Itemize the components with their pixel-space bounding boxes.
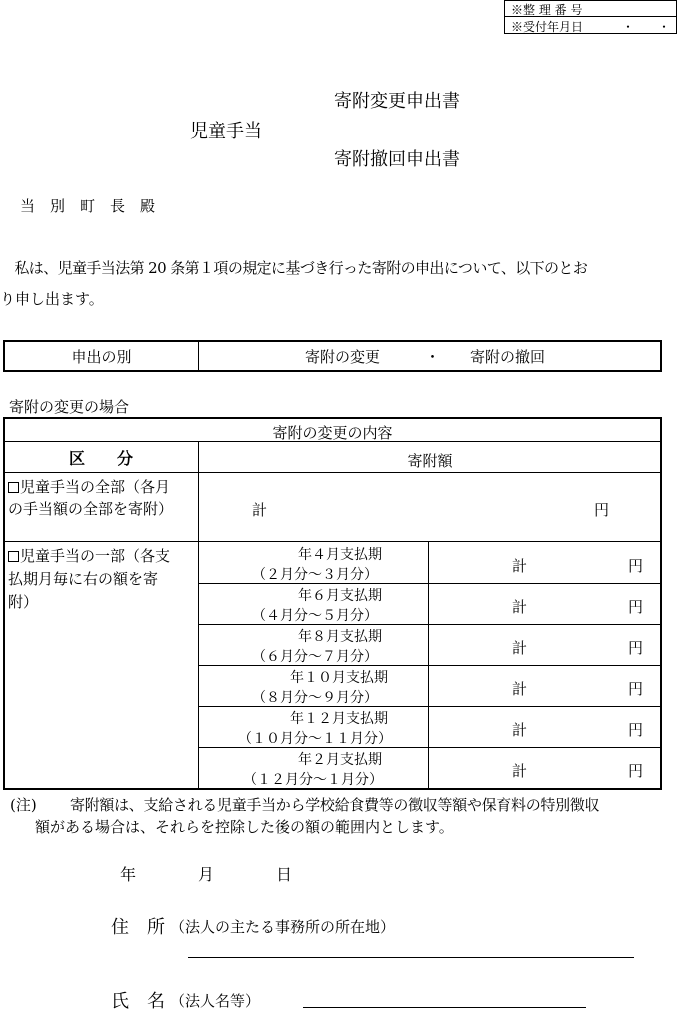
part-line3: 附） bbox=[8, 593, 39, 611]
table-header: 寄附の変更の内容 bbox=[272, 424, 393, 442]
period-range: （６月分～７月分） bbox=[252, 649, 378, 665]
period-yen: 円 bbox=[628, 639, 644, 657]
period-label: 年２月支払期 bbox=[298, 752, 382, 768]
period-total-label: 計 bbox=[512, 557, 528, 575]
option-part-row[interactable] bbox=[8, 545, 170, 566]
period-label: 年１０月支払期 bbox=[290, 670, 388, 686]
column-category: 区 分 bbox=[68, 449, 133, 468]
reference-number-label: ※整 理 番 号 bbox=[511, 3, 583, 17]
column-amount: 寄附額 bbox=[407, 452, 453, 470]
option-separator: ・ bbox=[425, 348, 441, 366]
part-line1: 児童手当の一部（各支 bbox=[20, 547, 171, 565]
note-line2: 額がある場合は、それらを控除した後の額の範囲内とします。 bbox=[35, 818, 454, 836]
name-line[interactable] bbox=[303, 1007, 586, 1008]
period-total-label: 計 bbox=[512, 721, 528, 739]
period-range: （４月分～５月分） bbox=[252, 608, 378, 624]
name-hint: （法人名等） bbox=[170, 992, 261, 1010]
addressee: 当 別 町 長 殿 bbox=[20, 197, 156, 215]
period-total-label: 計 bbox=[512, 598, 528, 616]
period-yen: 円 bbox=[628, 762, 644, 780]
period-range: （２月分～３月分） bbox=[252, 567, 378, 583]
all-checkbox[interactable] bbox=[8, 482, 19, 493]
all-yen: 円 bbox=[594, 501, 610, 519]
change-case-label: 寄附の変更の場合 bbox=[9, 398, 130, 416]
period-total-label: 計 bbox=[512, 639, 528, 657]
address-label: 住 所 bbox=[111, 917, 165, 938]
period-label: 年８月支払期 bbox=[298, 629, 382, 645]
period-range: （１０月分～１１月分） bbox=[238, 731, 392, 747]
title-change: 寄附変更申出書 bbox=[334, 91, 460, 112]
date-year: 年 bbox=[120, 865, 137, 884]
period-range: （１２月分～１月分） bbox=[243, 772, 383, 788]
title-withdraw: 寄附撤回申出書 bbox=[334, 149, 460, 170]
all-total-label: 計 bbox=[252, 501, 268, 519]
request-type-divider bbox=[198, 341, 199, 371]
table-line-all bbox=[4, 541, 661, 542]
part-checkbox[interactable] bbox=[8, 551, 19, 562]
date-day: 日 bbox=[276, 865, 293, 884]
table-col-divider bbox=[198, 442, 199, 789]
period-yen: 円 bbox=[628, 557, 644, 575]
period-total-label: 計 bbox=[512, 680, 528, 698]
title-left: 児童手当 bbox=[190, 121, 262, 142]
note-line1: 寄附額は、支給される児童手当から学校給食費等の徴収等額や保育料の特別徴収 bbox=[70, 796, 600, 814]
all-line1: 児童手当の全部（各月 bbox=[20, 478, 171, 496]
period-range: （８月分～９月分） bbox=[252, 690, 378, 706]
part-line2: 払期月毎に右の額を寄 bbox=[8, 570, 159, 588]
period-label: 年１２月支払期 bbox=[290, 711, 388, 727]
table-line-colheader bbox=[4, 472, 661, 473]
period-label: 年４月支払期 bbox=[298, 547, 382, 563]
request-type-label: 申出の別 bbox=[71, 348, 132, 366]
name-label: 氏 名 bbox=[111, 991, 165, 1012]
address-line[interactable] bbox=[188, 957, 634, 958]
period-yen: 円 bbox=[628, 680, 644, 698]
all-line2: の手当額の全部を寄附） bbox=[8, 500, 174, 518]
option-all-row[interactable] bbox=[8, 476, 170, 497]
date-month: 月 bbox=[198, 865, 215, 884]
option-withdraw[interactable]: 寄附の撤回 bbox=[470, 348, 546, 366]
note-mark: (注) bbox=[10, 796, 37, 814]
period-label: 年６月支払期 bbox=[298, 588, 382, 604]
address-hint: （法人の主たる事務所の所在地） bbox=[170, 918, 396, 936]
option-change[interactable]: 寄附の変更 bbox=[305, 348, 381, 366]
period-total-label: 計 bbox=[512, 762, 528, 780]
period-yen: 円 bbox=[628, 721, 644, 739]
intro-line1: 私は、児童手当法第 20 条第１項の規定に基づき行った寄附の申出について、以下のとお bbox=[0, 259, 588, 277]
receipt-date-dots: ・ ・ bbox=[622, 20, 671, 34]
receipt-date-label: ※受付年月日 bbox=[511, 20, 584, 34]
period-yen: 円 bbox=[628, 598, 644, 616]
intro-line2: り申し出ます。 bbox=[0, 290, 104, 308]
